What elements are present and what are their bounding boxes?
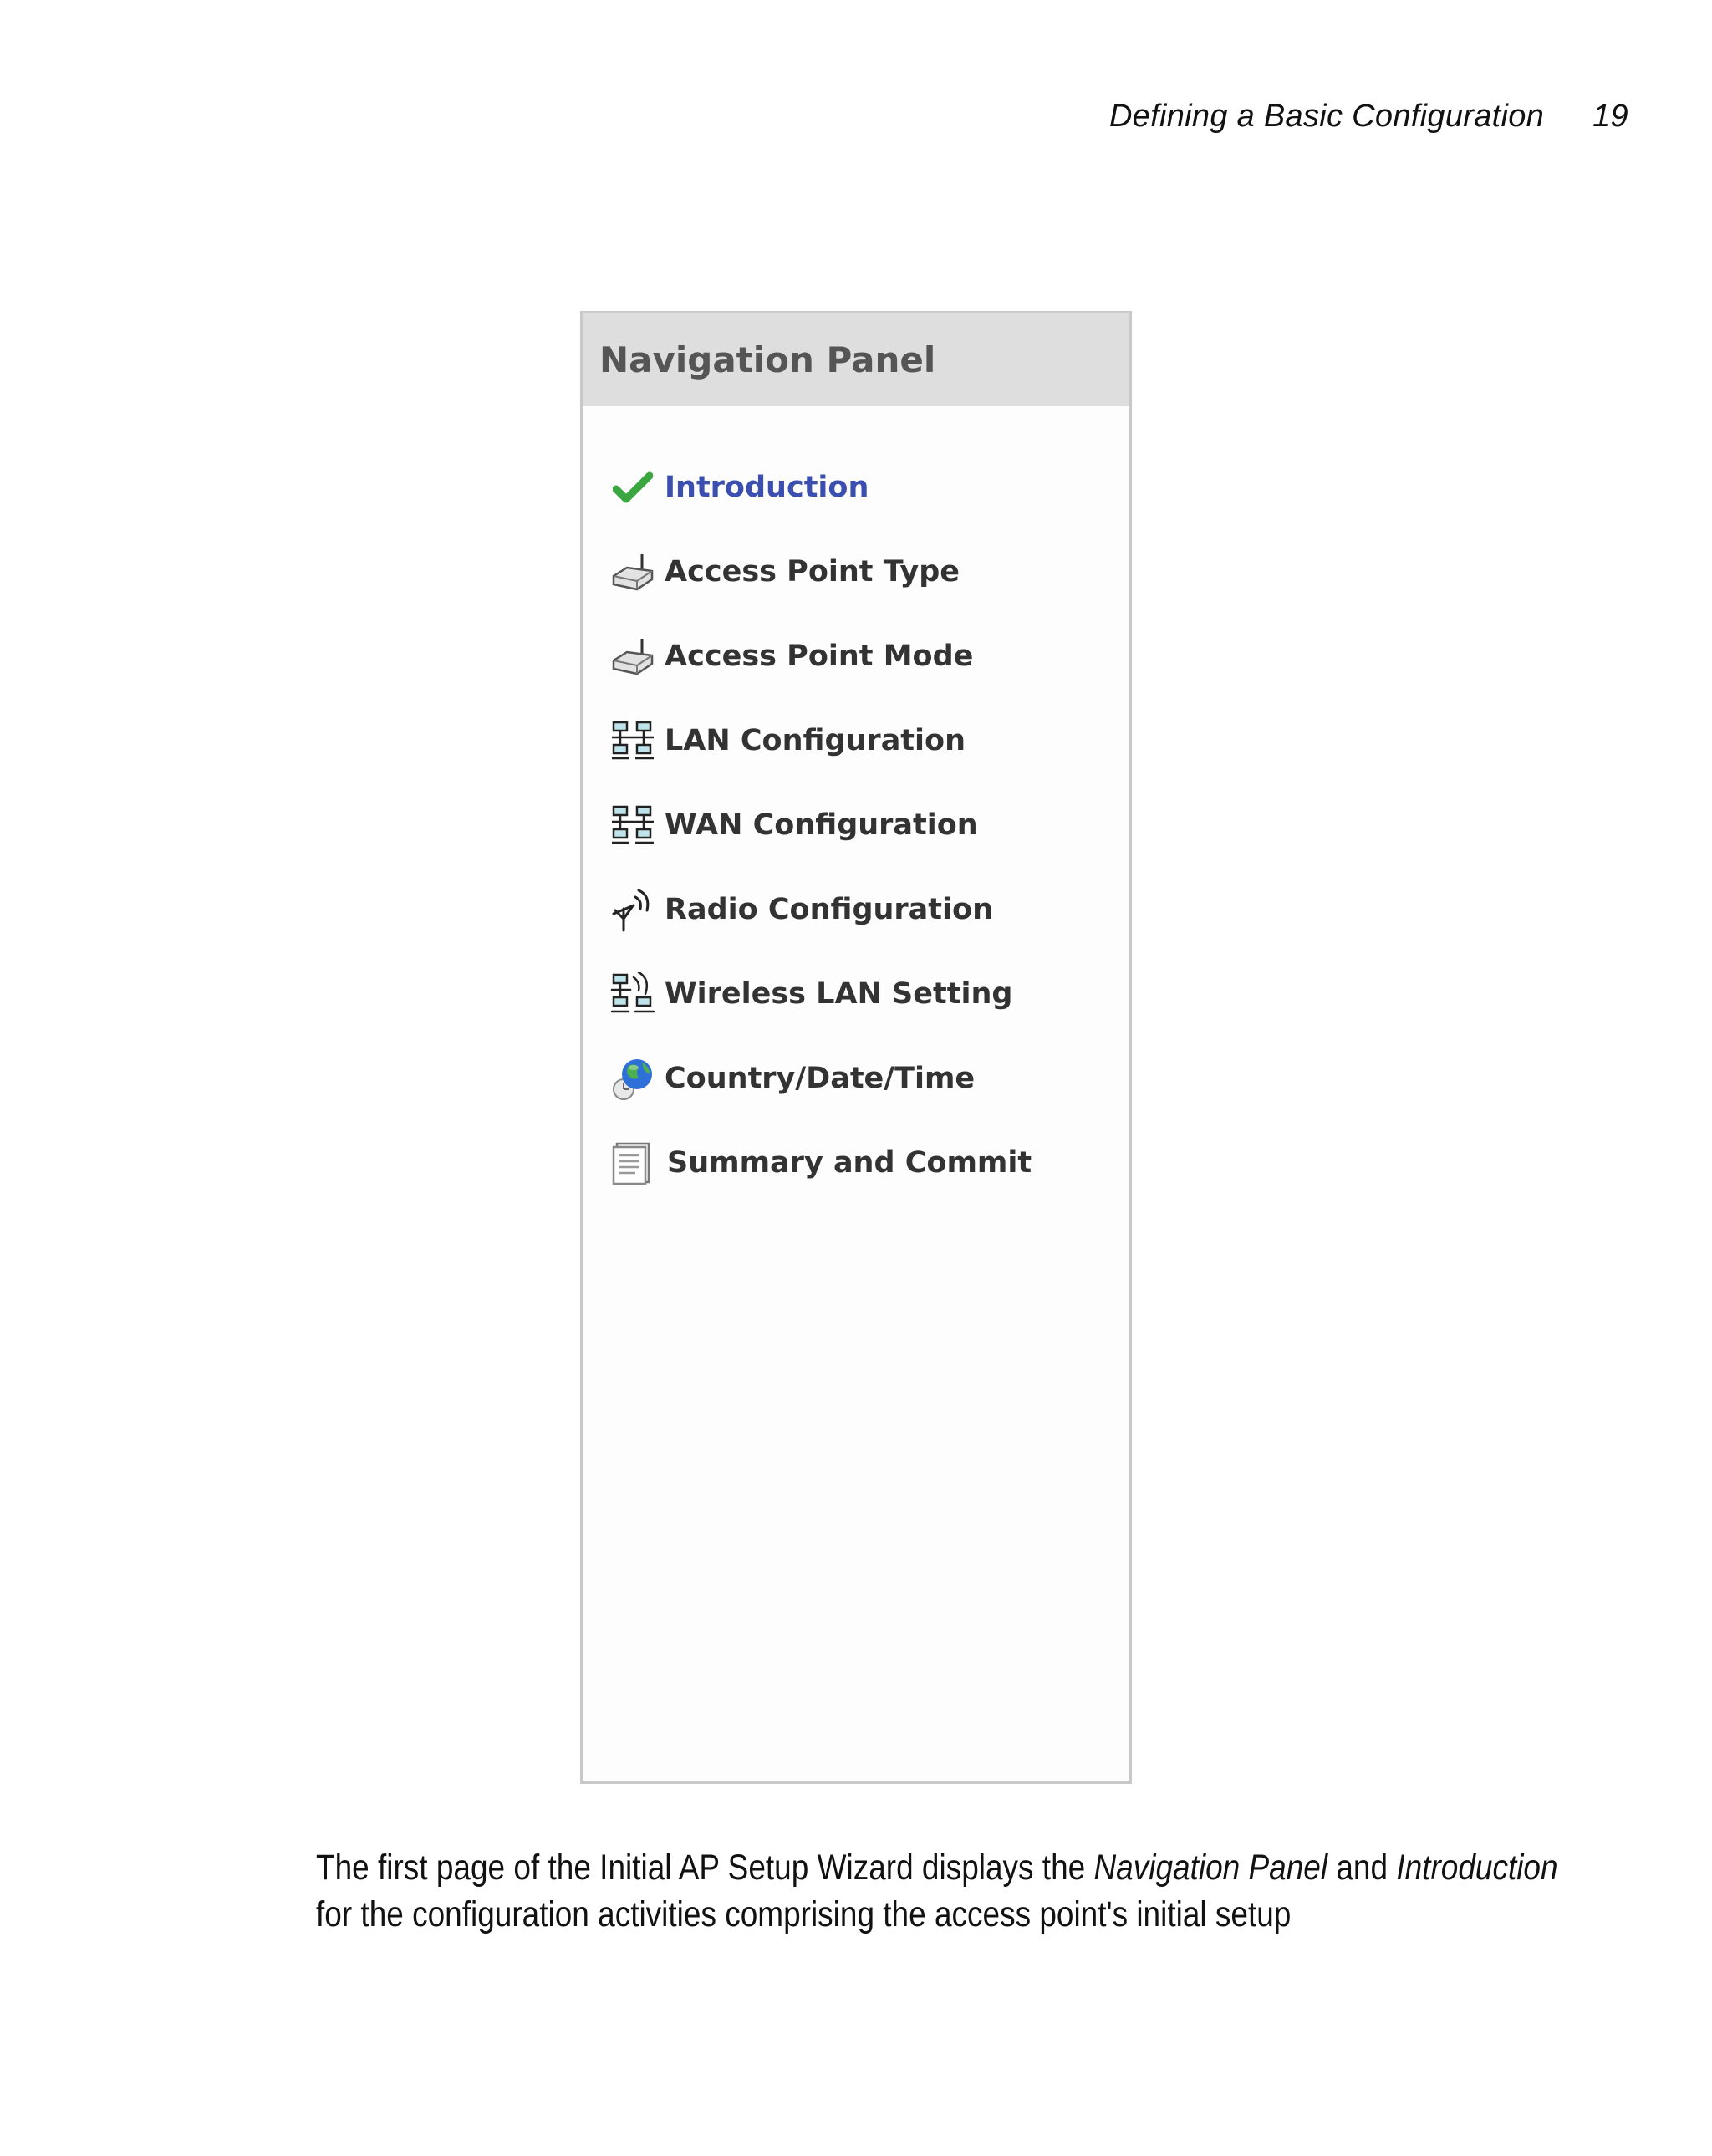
nav-label-radio-configuration: Radio Configuration bbox=[665, 893, 993, 926]
section-title: Defining a Basic Configuration bbox=[1108, 99, 1545, 134]
nav-label-lan-configuration: LAN Configuration bbox=[665, 724, 966, 757]
nav-item-introduction[interactable] bbox=[583, 454, 1129, 521]
nav-label-introduction: Introduction bbox=[665, 471, 869, 504]
nav-item-wireless-lan-setting[interactable] bbox=[583, 961, 1129, 1027]
nav-item-lan-configuration[interactable] bbox=[583, 707, 1129, 774]
checkmark-icon bbox=[609, 464, 656, 511]
caption-text-3: for the configuration activities comprising the access point's initial setup bbox=[316, 1894, 1292, 1934]
access-point-icon bbox=[609, 548, 656, 595]
caption-emphasis-introduction: Introduction bbox=[1396, 1848, 1558, 1888]
navigation-panel-title: Navigation Panel bbox=[599, 339, 936, 380]
running-header bbox=[1109, 99, 1628, 135]
network-icon bbox=[609, 802, 656, 849]
nav-item-access-point-type[interactable] bbox=[583, 538, 1129, 605]
nav-label-access-point-type: Access Point Type bbox=[665, 555, 960, 589]
globe-clock-icon bbox=[609, 1055, 656, 1102]
document-icon bbox=[609, 1139, 656, 1186]
nav-label-wireless-lan-setting: Wireless LAN Setting bbox=[665, 977, 1013, 1011]
figure-caption bbox=[316, 1844, 1620, 1938]
nav-item-summary-and-commit[interactable] bbox=[583, 1129, 1129, 1196]
nav-label-country-date-time: Country/Date/Time bbox=[665, 1062, 976, 1095]
caption-text-1: The first page of the Initial AP Setup Wizard displays the bbox=[316, 1848, 1094, 1888]
caption-text-2: and bbox=[1327, 1848, 1397, 1888]
antenna-icon bbox=[609, 886, 656, 933]
navigation-panel bbox=[580, 311, 1132, 1784]
wireless-network-icon bbox=[609, 971, 656, 1017]
caption-emphasis-navigation-panel: Navigation Panel bbox=[1093, 1848, 1328, 1888]
network-icon bbox=[609, 717, 656, 764]
navigation-panel-header bbox=[583, 313, 1129, 406]
nav-item-radio-configuration[interactable] bbox=[583, 876, 1129, 943]
access-point-icon bbox=[609, 633, 656, 680]
nav-item-access-point-mode[interactable] bbox=[583, 623, 1129, 690]
nav-item-wan-configuration[interactable] bbox=[583, 792, 1129, 859]
page-number: 19 bbox=[1592, 99, 1628, 134]
nav-label-access-point-mode: Access Point Mode bbox=[665, 640, 974, 673]
nav-label-summary-and-commit: Summary and Commit bbox=[667, 1146, 1032, 1180]
nav-item-country-date-time[interactable] bbox=[583, 1045, 1129, 1112]
nav-label-wan-configuration: WAN Configuration bbox=[665, 808, 978, 842]
